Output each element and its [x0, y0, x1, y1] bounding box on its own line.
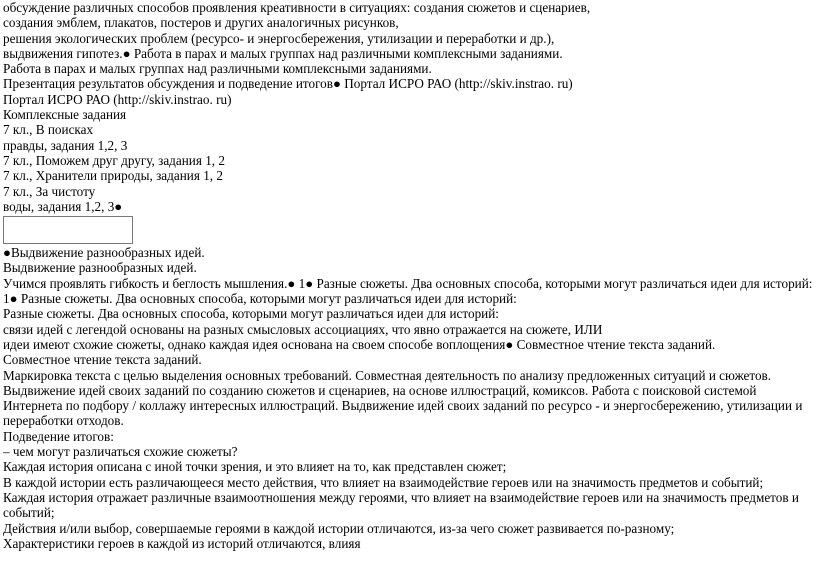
text-line: – чем могут различаться схожие сюжеты? — [3, 444, 238, 460]
text-line: создания эмблем, плакатов, постеров и других аналогичных рисунков, — [3, 15, 399, 31]
text-line: 7 кл., Поможем друг другу, задания 1, 2 — [3, 152, 225, 168]
text-paragraph: Учимся проявлять гибкость и беглость мышления.● 1● Разные сюжеты. Два основных способа, которыми могут различаться идеи для историй: — [3, 275, 813, 291]
text-line: Презентация результатов обсуждения и подведение итогов● Портал ИСРО РАО (http://skiv.instrao. ru) — [3, 76, 573, 92]
text-line: 7 кл., За чистоту — [3, 183, 96, 199]
text-line: Характеристики героев в каждой из историй отличаются, влияя — [3, 535, 361, 551]
text-line: Подведение итогов: — [3, 428, 114, 444]
text-paragraph: Выдвижение идей своих заданий по созданию сюжетов и сценариев, на основе иллюстраций, комиксов. Работа с поисковой системой Интернета по подбору / коллажу интересных иллюстраций. Выдвижение идей своих заданий по ресурсо - и энергосбережению, утилизации и переработки отходов. — [3, 382, 803, 429]
text-line: идеи имеют схожие сюжеты, однако каждая идея основана на своем способе воплощения● Совместное чтение текста заданий. — [3, 336, 716, 352]
text-line: Работа в парах и малых группах над различными комплексными заданиями. — [3, 61, 432, 77]
text-line: правды, задания 1,2, 3 — [3, 137, 128, 153]
text-line: Выдвижение разнообразных идей. — [3, 260, 197, 276]
text-line: 1● Разные сюжеты. Два основных способа, которыми могут различаться идеи для историй: — [3, 291, 517, 307]
text-line: Комплексные задания — [3, 107, 127, 123]
text-line: выдвижения гипотез.● Работа в парах и малых группах над различными комплексными заданиями. — [3, 45, 563, 61]
text-line: Разные сюжеты. Два основных способа, которыми могут различаться идеи для историй: — [3, 306, 499, 322]
text-line: В каждой истории есть различающееся место действия, что влияет на взаимодействие героев или на значимость предметов и событий; — [3, 474, 764, 490]
text-line: решения экологических проблем (ресурсо- и энергосбережения, утилизации и переработки и др.), — [3, 30, 555, 46]
text-line: воды, задания 1,2, 3● — [3, 198, 123, 214]
text-paragraph: Каждая история отражает различные взаимоотношения между героями, что влияет на взаимодействие героев или на значимость предметов и событий; — [3, 489, 799, 521]
text-line: обсуждение различных способов проявления креативности в ситуациях: создания сюжетов и сценариев, — [3, 0, 591, 15]
text-line: 7 кл., В поисках — [3, 122, 94, 138]
text-line: 7 кл., Хранители природы, задания 1, 2 — [3, 168, 223, 184]
empty-table-cell — [3, 216, 133, 244]
text-line: ●Выдвижение разнообразных идей. — [3, 245, 205, 261]
text-line: Каждая история описана с иной точки зрения, и это влияет на то, как представлен сюжет; — [3, 459, 507, 475]
text-line: Маркировка текста с целью выделения основных требований. Совместная деятельность по анализу предложенных ситуаций и сюжетов. — [3, 367, 772, 383]
text-line: Совместное чтение текста заданий. — [3, 352, 202, 368]
text-line: Портал ИСРО РАО (http://skiv.instrao. ru) — [3, 91, 232, 107]
text-line: Действия и/или выбор, совершаемые героями в каждой истории отличаются, из-за чего сюжет развивается по-разному; — [3, 520, 675, 536]
text-line: связи идей с легендой основаны на разных смысловых ассоциациях, что явно отражается на сюжете, ИЛИ — [3, 321, 603, 337]
